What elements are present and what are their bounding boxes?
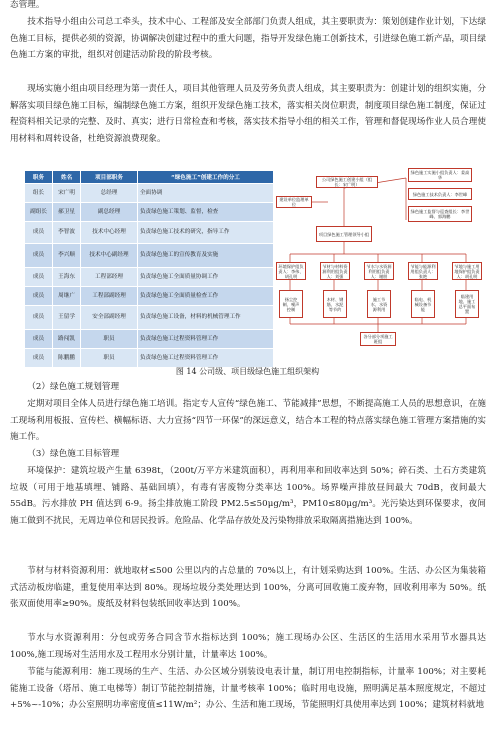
text-paragraph: 节能与能源利用：施工现场的生产、生活、办公区域分别装设电表计量，制订用电控制指标，计量率 100%；对主要耗能施工设备（塔吊、施工电梯等）制订节能控制措施，计量考核率 100%；临时用电设施，照明满足基本照度规定，不超过+5%~-10%；办公室照明功率密度值≤11W/m²；办公、生活和施工现场，节能照明灯具使用率达到 100%；建筑材料就地 bbox=[10, 667, 486, 711]
table-cell: 负责绿色施工过程资料管理工作 bbox=[137, 349, 273, 368]
table-cell: 组长 bbox=[25, 184, 53, 203]
table-cell: 副组长 bbox=[25, 203, 53, 222]
table-cell: 工程部经理 bbox=[81, 268, 138, 287]
org-box-group: 节水与水资源利用组负责人：谢朋 bbox=[364, 262, 394, 280]
org-chart bbox=[276, 168, 486, 358]
table-cell: 李兴顺 bbox=[53, 244, 81, 268]
table-cell: 周继广 bbox=[53, 287, 81, 306]
table-row bbox=[25, 306, 274, 330]
org-box-technical-lead: 绿色施工技术负责人：李世峰 bbox=[408, 188, 472, 200]
table-cell: 郝卫星 bbox=[53, 203, 81, 222]
table-row bbox=[25, 349, 274, 368]
table-cell: 成员 bbox=[25, 287, 53, 306]
table-cell: 职员 bbox=[81, 330, 138, 349]
org-box-supervision-lead: 绿色施工监督与巡查组长：李世峰、郭海鹏 bbox=[408, 206, 472, 222]
table-header-cell: 职务 bbox=[25, 171, 53, 184]
table-cell: 负责绿色施工设备，材料的机械管理工作 bbox=[137, 306, 273, 330]
table-cell: 负责绿色施工策划、监督，检查 bbox=[137, 203, 273, 222]
table-cell: 负责绿色施工全面质量检查工作 bbox=[137, 287, 273, 306]
org-box-group: 节地与施工用地保护组负责人：胡孔明 bbox=[452, 262, 482, 280]
text-paragraph: 节水与水资源利用：分包或劳务合同含节水指标达到 100%；施工现场办公区、生活区的生活用水采用节水器具达 100%,施工现场对生活用水及工程用水分别计量，计量率达 100%。 bbox=[10, 633, 486, 660]
org-box-owner-supervisor: 建设单位监理单位 bbox=[276, 196, 312, 208]
table-cell: 职员 bbox=[81, 349, 138, 368]
org-box-task: 临建用地、施工总平面布置 bbox=[455, 290, 479, 318]
org-box-task: 扬尘控制、噪声控制 bbox=[279, 290, 303, 318]
table-header-cell: “绿色施工”创建工作的分工 bbox=[137, 171, 273, 184]
table-cell: 安全部副经理 bbox=[81, 306, 138, 330]
table-cell: 总经理 bbox=[81, 184, 138, 203]
text-paragraph: 现场实施小组由项目经理为第一责任人，项目其他管理人员及劳务负责人组成，其主要职责为：创建计划的组织实施，分解落实项目绿色施工目标，编制绿色施工方案，组织开发绿色施工技术，落实相关岗位职责，制度项目绿色施工制度，保证过程资料相关记录的完整、及时、真实；进行日常检查和考核，落实技术指导小组的相关工作，管理和督促现场作业人员合理使用材料和周转设备，杜绝资源浪费现象。 bbox=[10, 84, 486, 145]
text-paragraph: 环境保护：建筑垃圾产生量 6398t，（200t/万平方米建筑面积），再利用率和回收率达到 50%；碎石类、土石方类建筑垃圾（可用于地基填埋、铺路、基础回填），有毒有害废物分类率达 100%。场界噪声排放昼间最大 70dB，夜间最大 55dB。污水排放 PH 值达到 6-9。扬尘排放施工阶段 PM2.5≤50μg/m³，PM10≤80μg/m³。光污染达到环保要求，夜间施工做到不扰民，无周边单位和居民投诉。危险品、化学品存放处及污染物排放采取隔离措施达到 100%。 bbox=[10, 466, 486, 527]
table-cell: 工程部副经理 bbox=[81, 287, 138, 306]
table-body bbox=[25, 184, 274, 368]
org-box-group: 节能与能源利用组负责人：张艳 bbox=[408, 262, 438, 280]
table-cell: 宋广明 bbox=[53, 184, 81, 203]
table-cell: 成员 bbox=[25, 306, 53, 330]
table-row bbox=[25, 222, 274, 244]
table-cell: 成员 bbox=[25, 349, 53, 368]
org-box-task: 临电、机械设备节能 bbox=[411, 290, 435, 318]
table-cell: 副总经理 bbox=[81, 203, 138, 222]
table-cell: 路闯凯 bbox=[53, 330, 81, 349]
text-paragraph: 态管理。 bbox=[10, 0, 45, 10]
table-row bbox=[25, 244, 274, 268]
figure-caption: 图 14 公司级、项目级绿色施工组织架构 bbox=[175, 367, 320, 376]
table-cell: 技术中心经理 bbox=[81, 222, 138, 244]
table-cell: 技术中心副经理 bbox=[81, 244, 138, 268]
table-cell: 李智波 bbox=[53, 222, 81, 244]
table-cell: 陈鹏鹏 bbox=[53, 349, 81, 368]
table-cell: 成员 bbox=[25, 268, 53, 287]
table-cell: 负责绿色施工过程资料管理工作 bbox=[137, 330, 273, 349]
text-paragraph: 定期对项目全体人员进行绿色施工培训。指定专人宣传“绿色施工、节能减排”思想，不断提高施工人员的思想意识，在施工现场利用板报、宣传栏、横幅标语、大力宣扬“四节一环保”的深远意义，结合本工程的特点落实绿色施工管理方案措施的实施工作。 bbox=[10, 399, 486, 443]
table-row bbox=[25, 184, 274, 203]
table-cell: 全面协调 bbox=[137, 184, 273, 203]
org-box-task: 木材、钢筋、水泥等节约 bbox=[323, 290, 347, 318]
org-box-task: 施工节水、水资源利用 bbox=[367, 290, 391, 318]
table-cell: 王海东 bbox=[53, 268, 81, 287]
org-box-subcontractor-teams: 各分部分项施工班组 bbox=[360, 332, 396, 346]
table-row bbox=[25, 287, 274, 306]
table-row bbox=[25, 203, 274, 222]
org-box-project-team: 项目绿色施工管理领导小组 bbox=[316, 226, 372, 242]
table-cell: 王留学 bbox=[53, 306, 81, 330]
table-header-row bbox=[25, 171, 274, 184]
table-cell: 成员 bbox=[25, 222, 53, 244]
text-paragraph: 节材与材料资源利用：就地取材≤500 公里以内的占总量的 70%以上，有计划采购达到 100%。生活、办公区为集装箱式活动板房临建，重复使用率达到 80%。现场垃圾分类处理达到 100%，分离可回收施工废弃物，回收利用率为 50%。纸张双面使用率≥90%。废纸及材料包装纸回收率达到 100%。 bbox=[10, 566, 486, 610]
org-box-group: 节材与材料资源利用组负责人：刘强 bbox=[320, 262, 350, 280]
section-heading: （3）绿色施工目标管理 bbox=[27, 449, 120, 459]
section-heading: （2）绿色施工规划管理 bbox=[27, 382, 120, 392]
org-box-implementation-lead: 绿色施工实施小组负责人：姜高华 bbox=[408, 168, 472, 182]
table-cell: 成员 bbox=[25, 244, 53, 268]
table-cell: 成员 bbox=[25, 330, 53, 349]
org-box-group: 环境保护组负责人：李伟、胡孔明 bbox=[276, 262, 306, 280]
table-header-cell: 项目部职务 bbox=[81, 171, 138, 184]
team-table bbox=[24, 170, 274, 368]
table-cell: 负责绿色施工的宣传教育及实施 bbox=[137, 244, 273, 268]
text-paragraph: 技术指导小组由公司总工牵头，技术中心、工程部及安全部部门负责人组成，其主要职责为：策划创建作业计划，下达绿色施工目标，提供必须的资源，协调解决创建过程中的重大问题，指导开发绿色施工创新技术，引进绿色施工新产品，项目绿色施工方案的审批，组织对创建活动阶段的阶段考核。 bbox=[10, 17, 486, 61]
table-cell: 负责绿色施工全面质量协调工作 bbox=[137, 268, 273, 287]
table-cell: 负责绿色施工技术的研究，指导工作 bbox=[137, 222, 273, 244]
org-box-company-team: 公司绿色施工创建小组（组长：宋广明） bbox=[316, 176, 378, 188]
table-row bbox=[25, 268, 274, 287]
table-header-cell: 姓名 bbox=[53, 171, 81, 184]
table-row bbox=[25, 330, 274, 349]
